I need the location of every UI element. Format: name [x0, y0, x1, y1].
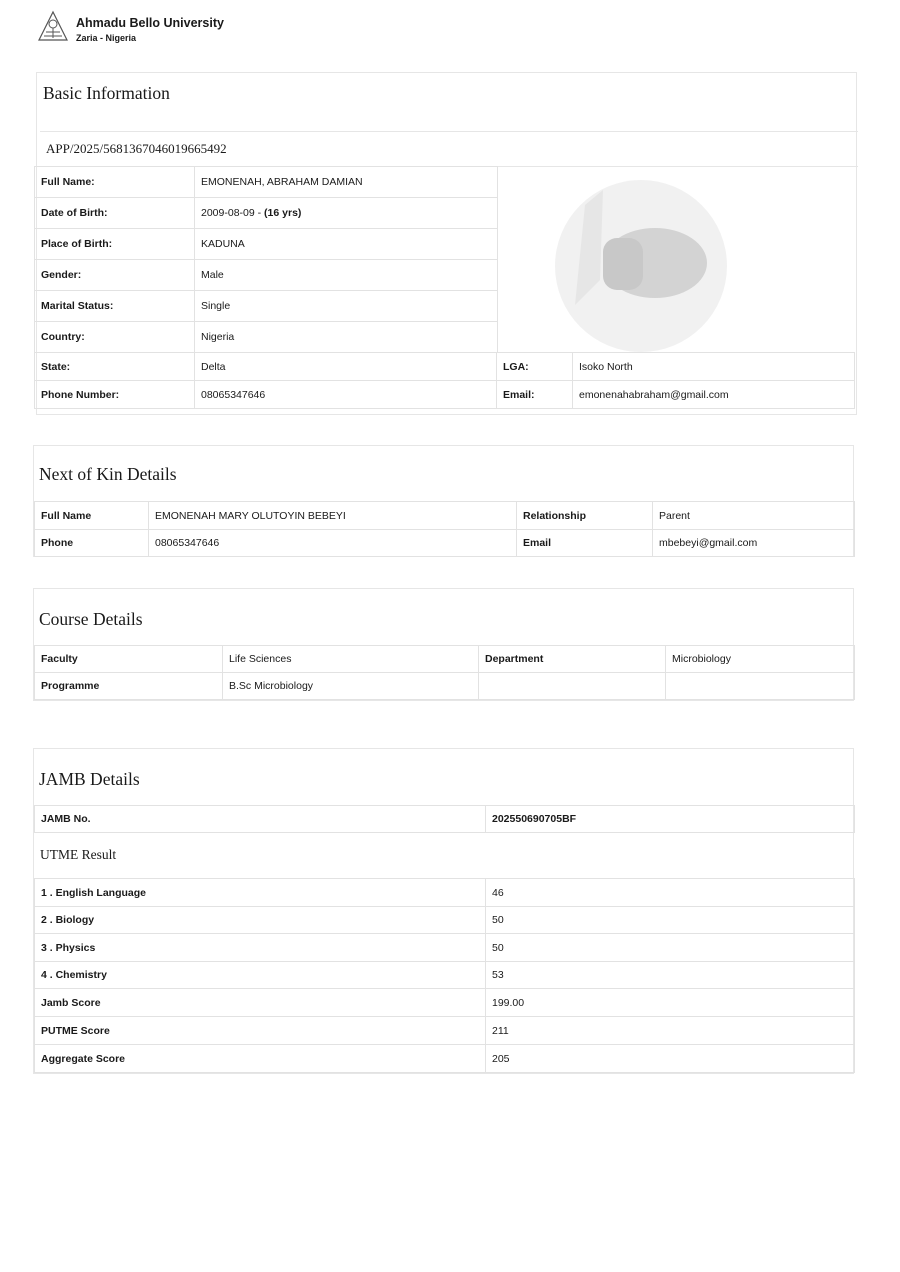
basic-info-table [34, 166, 498, 353]
jamb-no-label: JAMB No. [35, 806, 486, 833]
university-crest-icon [36, 10, 70, 44]
table-row [35, 962, 855, 989]
jamb-no-value: 202550690705BF [486, 806, 855, 833]
kin-phone-label: Phone [35, 530, 149, 557]
phone-number-value: 08065347646 [195, 381, 497, 409]
country-label: Country: [35, 322, 195, 353]
utme-subject-score: 50 [486, 907, 855, 934]
utme-subject-label: 4 . Chemistry [35, 962, 486, 989]
country-value: Nigeria [195, 322, 498, 353]
table-row [35, 806, 855, 833]
programme-label: Programme [35, 673, 223, 700]
kin-full-name-value: EMONENAH MARY OLUTOYIN BEBEYI [149, 502, 517, 530]
table-row [35, 322, 498, 353]
putme-score-value: 211 [486, 1017, 855, 1045]
table-row [35, 989, 855, 1017]
basic-info-contact-table [34, 352, 855, 409]
utme-subject-label: 1 . English Language [35, 879, 486, 907]
table-row [35, 1017, 855, 1045]
jamb-number-table [34, 805, 855, 833]
empty-cell [479, 673, 666, 700]
putme-score-label: PUTME Score [35, 1017, 486, 1045]
table-row [35, 381, 855, 409]
lga-value: Isoko North [573, 353, 855, 381]
table-row [35, 1045, 855, 1073]
course-details-table [34, 645, 855, 700]
table-row [35, 198, 498, 229]
full-name-label: Full Name: [35, 167, 195, 198]
marital-status-label: Marital Status: [35, 291, 195, 322]
state-label: State: [35, 353, 195, 381]
jamb-score-label: Jamb Score [35, 989, 486, 1017]
gender-value: Male [195, 260, 498, 291]
email-label: Email: [497, 381, 573, 409]
next-of-kin-table [34, 501, 855, 557]
jamb-score-value: 199.00 [486, 989, 855, 1017]
basic-information-title: Basic Information [43, 83, 170, 103]
aggregate-score-value: 205 [486, 1045, 855, 1073]
jamb-details-title: JAMB Details [39, 769, 140, 789]
kin-relationship-label: Relationship [517, 502, 653, 530]
utme-subject-label: 2 . Biology [35, 907, 486, 934]
course-details-title: Course Details [39, 609, 143, 629]
date-of-birth-label: Date of Birth: [35, 198, 195, 229]
table-row [35, 646, 855, 673]
university-location: Zaria - Nigeria [76, 33, 137, 43]
table-row [35, 229, 498, 260]
faculty-value: Life Sciences [223, 646, 479, 673]
department-value: Microbiology [666, 646, 855, 673]
state-value: Delta [195, 353, 497, 381]
kin-full-name-label: Full Name [35, 502, 149, 530]
kin-phone-value: 08065347646 [149, 530, 517, 557]
application-number-row [40, 131, 858, 167]
empty-cell [666, 673, 855, 700]
table-row [35, 502, 855, 530]
utme-result-table [34, 878, 855, 1073]
avatar-placeholder-icon [555, 180, 727, 352]
programme-value: B.Sc Microbiology [223, 673, 479, 700]
next-of-kin-title: Next of Kin Details [39, 464, 177, 484]
utme-subject-score: 53 [486, 962, 855, 989]
aggregate-score-label: Aggregate Score [35, 1045, 486, 1073]
full-name-value: EMONENAH, ABRAHAM DAMIAN [195, 167, 498, 198]
utme-subject-score: 50 [486, 934, 855, 962]
phone-number-label: Phone Number: [35, 381, 195, 409]
dob-age: (16 yrs) [264, 207, 302, 219]
table-row [35, 934, 855, 962]
department-label: Department [479, 646, 666, 673]
table-row [35, 907, 855, 934]
email-value: emonenahabraham@gmail.com [573, 381, 855, 409]
date-of-birth-value [195, 198, 498, 229]
kin-email-value: mbebeyi@gmail.com [653, 530, 855, 557]
utme-subject-label: 3 . Physics [35, 934, 486, 962]
utme-subject-score: 46 [486, 879, 855, 907]
place-of-birth-value: KADUNA [195, 229, 498, 260]
marital-status-value: Single [195, 291, 498, 322]
kin-email-label: Email [517, 530, 653, 557]
lga-label: LGA: [497, 353, 573, 381]
utme-result-title: UTME Result [40, 847, 117, 862]
gender-label: Gender: [35, 260, 195, 291]
table-row [35, 167, 498, 198]
university-name: Ahmadu Bello University [76, 16, 224, 30]
table-row [35, 260, 498, 291]
table-row [35, 530, 855, 557]
kin-relationship-value: Parent [653, 502, 855, 530]
place-of-birth-label: Place of Birth: [35, 229, 195, 260]
application-number: APP/2025/5681367046019665492 [46, 141, 227, 156]
table-row [35, 673, 855, 700]
faculty-label: Faculty [35, 646, 223, 673]
table-row [35, 353, 855, 381]
dob-date: 2009-08-09 - [201, 207, 265, 219]
applicant-photo [555, 180, 727, 352]
table-row [35, 291, 498, 322]
table-row [35, 879, 855, 907]
